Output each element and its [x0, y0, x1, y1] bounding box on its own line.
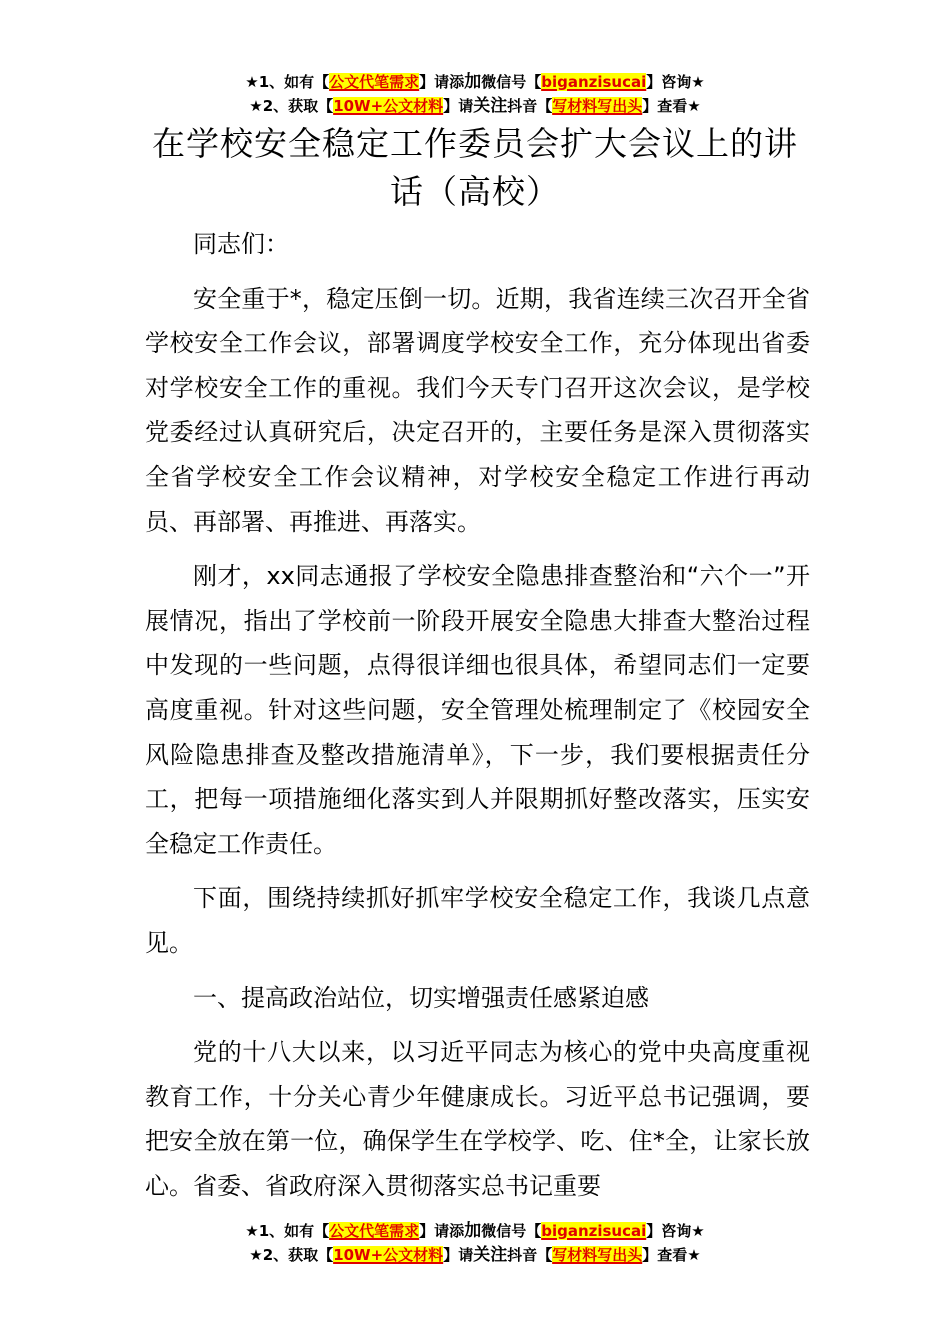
promo-text: 】请添 [419, 73, 465, 91]
promo-highlight: 写材料写出头 [552, 97, 643, 115]
promo-highlight: 写材料写出头 [552, 1246, 643, 1264]
promo-highlight: 公文代笔需求 [329, 1222, 420, 1240]
paragraph: 刚才，xx同志通报了学校安全隐患排查整治和“六个一”开展情况，指出了学校前一阶段开展安全隐患大排查大整治过程中发现的一些问题，点得很详细也很具体，希望同志们一定要高度重视。针对这些问题，安全管理处梳理制定了《校园安全风险隐患排查及整改措施清单》，下一步，我们要根据责任分工，把每一项措施细化落实到人并限期抓好整改落实，压实安全稳定工作责任。 [145, 562, 810, 858]
promo-line-1 [0, 70, 950, 94]
promo-text: 】咨询★ [646, 1222, 705, 1240]
promo-text: 关注 [473, 1245, 508, 1265]
promo-text: ★1、如有【 [245, 73, 330, 91]
promo-line-2 [0, 94, 950, 118]
document-body [145, 222, 810, 1218]
promo-text: 抖音【 [507, 1246, 553, 1264]
promo-text: 】请 [443, 1246, 474, 1264]
paragraph: 下面，围绕持续抓好抓牢学校安全稳定工作，我谈几点意见。 [145, 884, 810, 957]
paragraph: 安全重于*，稳定压倒一切。近期，我省连续三次召开全省学校安全工作会议，部署调度学校安全工作，充分体现出省委对学校安全工作的重视。我们今天专门召开这次会议，是学校党委经过认真研究后，决定召开的，主要任务是深入贯彻落实全省学校安全工作会议精神，对学校安全稳定工作进行再动员、再部署、再推进、再落实。 [145, 284, 810, 536]
promo-text: ★1、如有【 [245, 1222, 330, 1240]
promo-highlight: 10W+公文材料 [333, 97, 444, 115]
promo-text: ★2、获取【 [249, 97, 334, 115]
paragraph: 党的十八大以来，以习近平同志为核心的党中央高度重视教育工作，十分关心青少年健康成长。习近平总书记强调，要把安全放在第一位，确保学生在学校学、吃、住*全，让家长放心。省委、省政府深入贯彻落实总书记重要 [145, 1038, 810, 1200]
promo-text: ★2、获取【 [249, 1246, 334, 1264]
section-heading: 一、提高政治站位，切实增强责任感紧迫感 [193, 983, 649, 1012]
promo-text: 加 [464, 72, 482, 92]
promo-text: 抖音【 [507, 97, 553, 115]
promo-highlight: 公文代笔需求 [329, 73, 420, 91]
promo-highlight: biganzisucai [541, 1222, 647, 1240]
promo-text: 】咨询★ [646, 73, 705, 91]
promo-text: 关注 [473, 96, 508, 116]
promo-text: 】请 [443, 97, 474, 115]
promo-header [0, 70, 950, 118]
promo-line-2 [0, 1243, 950, 1267]
promo-text: 】请添 [419, 1222, 465, 1240]
promo-highlight: 10W+公文材料 [333, 1246, 444, 1264]
promo-footer [0, 1219, 950, 1267]
promo-text: 微信号【 [481, 1222, 542, 1240]
promo-text: 】查看★ [642, 97, 701, 115]
promo-text: 微信号【 [481, 73, 542, 91]
promo-text: 】查看★ [642, 1246, 701, 1264]
promo-highlight: biganzisucai [541, 73, 647, 91]
salutation: 同志们： [193, 230, 289, 258]
document-title: 在学校安全稳定工作委员会扩大会议上的讲话（高校） [152, 124, 798, 211]
promo-text: 加 [464, 1221, 482, 1241]
promo-line-1 [0, 1219, 950, 1243]
